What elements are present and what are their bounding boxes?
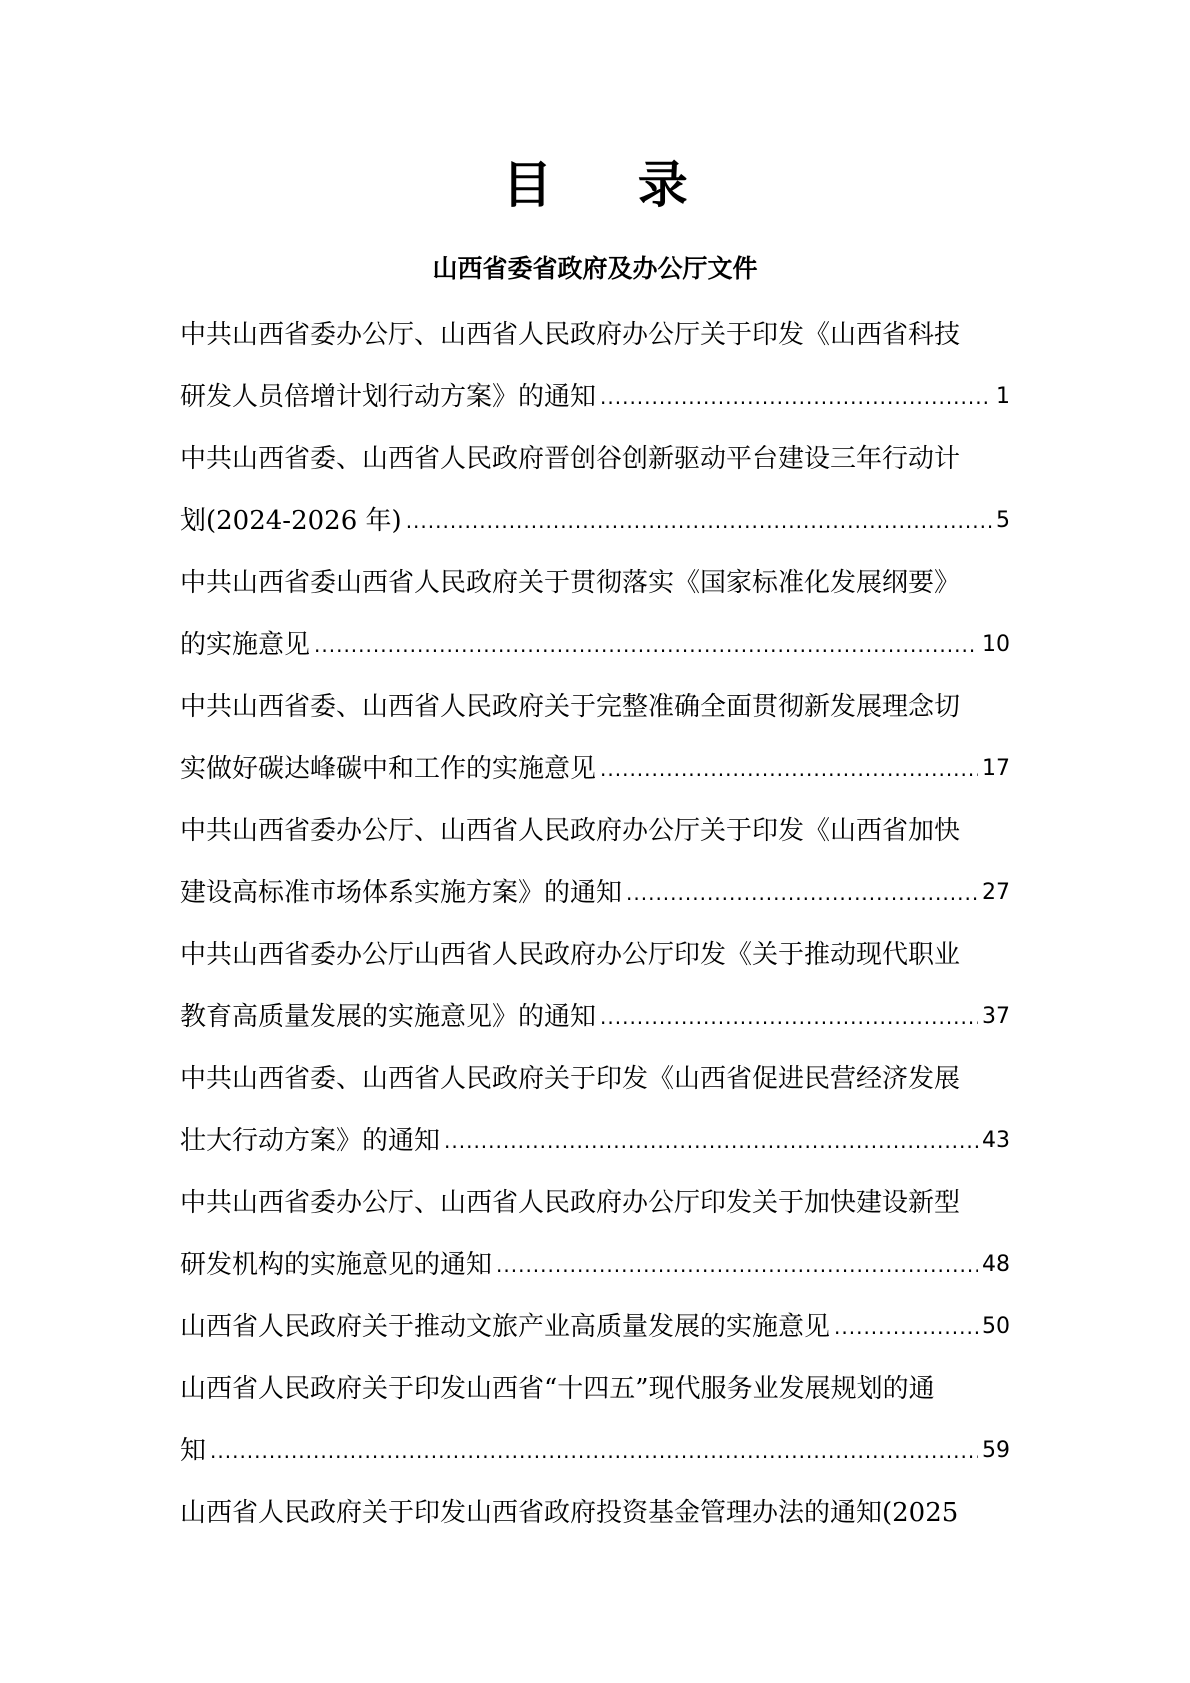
dot-leader [314,614,978,676]
toc-entry-text: 的实施意见 [180,630,311,660]
toc-entry-text: 山西省人民政府关于印发山西省“十四五”现代服务业发展规划的通 [180,1374,935,1404]
toc-entry-text: 中共山西省委、山西省人民政府关于印发《山西省促进民营经济发展 [180,1064,961,1094]
toc-entry-last-line [180,1110,1010,1172]
page-title: 目 录 [502,156,722,214]
dot-leader [210,1420,978,1482]
table-of-contents [180,304,1010,1544]
toc-entry-text: 研发机构的实施意见的通知 [180,1250,493,1280]
dot-leader [496,1234,978,1296]
page-number: 5 [996,508,1010,533]
toc-entry-text: 壮大行动方案》的通知 [180,1126,441,1156]
dot-leader [406,490,992,552]
toc-entry-text: 中共山西省委办公厅山西省人民政府办公厅印发《关于推动现代职业 [180,940,961,970]
toc-entry-last-line [180,1234,1010,1296]
page-number: 27 [982,880,1010,905]
toc-entry[interactable] [180,1482,1010,1544]
toc-entry-text: 中共山西省委办公厅、山西省人民政府办公厅印发关于加快建设新型 [180,1188,961,1218]
toc-entry-text: 实做好碳达峰碳中和工作的实施意见 [180,754,597,784]
toc-entry-text: 中共山西省委办公厅、山西省人民政府办公厅关于印发《山西省科技 [180,320,961,350]
toc-entry-text: 知 [180,1436,207,1466]
toc-entry[interactable] [180,1048,1010,1172]
dot-leader [626,862,978,924]
toc-entry-text: 中共山西省委山西省人民政府关于贯彻落实《国家标准化发展纲要》 [180,568,961,598]
toc-entry-last-line [180,738,1010,800]
toc-entry[interactable] [180,552,1010,676]
toc-entry-last-line [180,1420,1010,1482]
page-number: 1 [996,384,1010,409]
page-number: 43 [982,1128,1010,1153]
toc-entry-text: 建设高标准市场体系实施方案》的通知 [180,878,623,908]
toc-entry-last-line [180,366,1010,428]
toc-entry[interactable] [180,800,1010,924]
dot-leader [600,738,978,800]
page-number: 48 [982,1252,1010,1277]
toc-entry-text: 中共山西省委、山西省人民政府晋创谷创新驱动平台建设三年行动计 [180,444,961,474]
page-number: 10 [982,632,1010,657]
toc-entry[interactable] [180,1358,1010,1482]
page-number: 50 [982,1314,1010,1339]
toc-entry[interactable] [180,1296,1010,1358]
page-number: 37 [982,1004,1010,1029]
toc-entry-last-line [180,862,1010,924]
toc-entry-text: 中共山西省委、山西省人民政府关于完整准确全面贯彻新发展理念切 [180,692,961,722]
toc-entry-text: 山西省人民政府关于推动文旅产业高质量发展的实施意见 [180,1312,831,1342]
toc-entry[interactable] [180,304,1010,428]
toc-entry[interactable] [180,1172,1010,1296]
dot-leader [600,986,978,1048]
toc-entry-text: 中共山西省委办公厅、山西省人民政府办公厅关于印发《山西省加快 [180,816,961,846]
page-number: 59 [982,1438,1010,1463]
toc-entry-text: 山西省人民政府关于印发山西省政府投资基金管理办法的通知(2025 [180,1498,959,1528]
toc-entry[interactable] [180,924,1010,1048]
dot-leader [834,1296,978,1358]
toc-entry-last-line [180,614,1010,676]
page-number: 17 [982,756,1010,781]
toc-entry-last-line [180,1296,1010,1358]
toc-entry-text: 教育高质量发展的实施意见》的通知 [180,1002,597,1032]
dot-leader [444,1110,978,1172]
toc-entry-last-line [180,490,1010,552]
toc-entry-text: 划(2024-2026 年) [180,506,402,536]
toc-entry-last-line [180,986,1010,1048]
toc-entry-text: 研发人员倍增计划行动方案》的通知 [180,382,597,412]
section-heading: 山西省委省政府及办公厅文件 [432,254,758,283]
dot-leader [600,366,992,428]
toc-entry[interactable] [180,676,1010,800]
toc-entry[interactable] [180,428,1010,552]
